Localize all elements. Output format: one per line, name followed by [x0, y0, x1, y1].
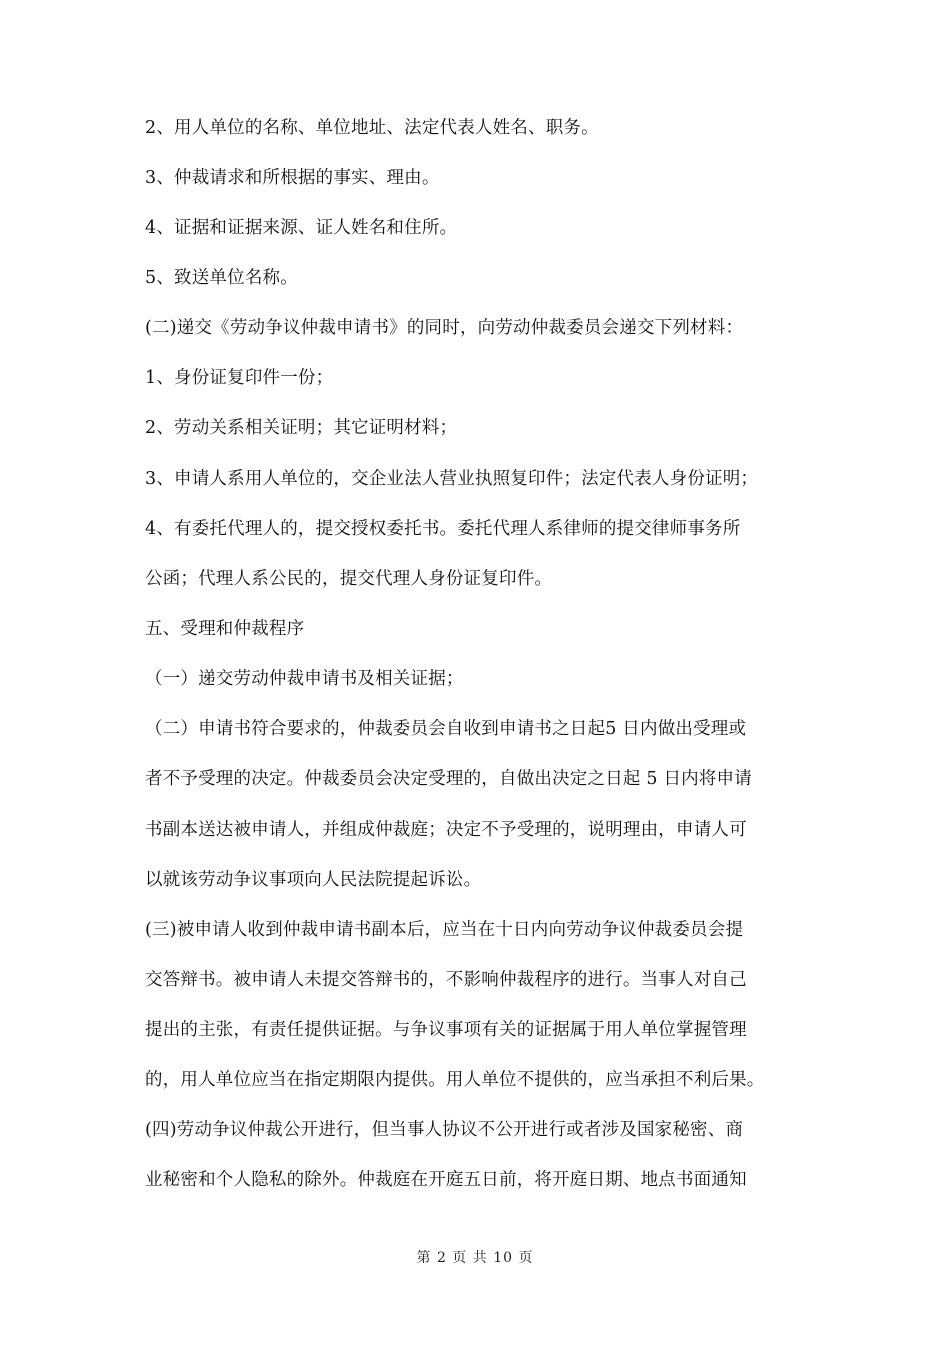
text-line: (二)递交《劳动争议仲裁申请书》的同时，向劳动仲裁委员会递交下列材料： — [145, 318, 744, 338]
text-line: 3、仲裁请求和所根据的事实、理由。 — [145, 168, 440, 188]
section-heading: 五、受理和仲裁程序 — [145, 619, 305, 639]
text-line: 以就该劳动争议事项向人民法院提起诉讼。 — [145, 870, 482, 890]
text-line: 者不予受理的决定。仲裁委员会决定受理的，自做出决定之日起 5 日内将申请 — [145, 769, 752, 789]
page-number-footer: 第 2 页 共 10 页 — [416, 1250, 534, 1266]
text-line: 1、身份证复印件一份； — [145, 368, 334, 388]
text-line: （一）递交劳动仲裁申请书及相关证据； — [145, 669, 464, 689]
text-line: 3、申请人系用人单位的，交企业法人营业执照复印件；法定代表人身份证明； — [145, 469, 759, 489]
text-line: (四)劳动争议仲裁公开进行，但当事人协议不公开进行或者涉及国家秘密、商 — [145, 1120, 744, 1140]
text-line: 书副本送达被申请人，并组成仲裁庭；决定不予受理的，说明理由，申请人可 — [145, 820, 747, 840]
text-line: 2、劳动关系相关证明；其它证明材料； — [145, 418, 458, 438]
text-line: 4、证据和证据来源、证人姓名和住所。 — [145, 218, 458, 238]
text-line: (三)被申请人收到仲裁申请书副本后，应当在十日内向劳动争议仲裁委员会提 — [145, 920, 744, 940]
text-line: 交答辩书。被申请人未提交答辩书的，不影响仲裁程序的进行。当事人对自己 — [145, 970, 747, 990]
text-line: 5、致送单位名称。 — [145, 268, 298, 288]
text-line: 4、有委托代理人的，提交授权委托书。委托代理人系律师的提交律师事务所 — [145, 519, 741, 539]
text-line: 公函；代理人系公民的，提交代理人身份证复印件。 — [145, 569, 553, 589]
text-line: 提出的主张，有责任提供证据。与争议事项有关的证据属于用人单位掌握管理 — [145, 1020, 747, 1040]
text-line: （二）申请书符合要求的，仲裁委员会自收到申请书之日起5 日内做出受理或 — [145, 719, 747, 739]
text-line: 业秘密和个人隐私的除外。仲裁庭在开庭五日前，将开庭日期、地点书面通知 — [145, 1170, 747, 1190]
text-line: 的，用人单位应当在指定期限内提供。用人单位不提供的，应当承担不利后果。 — [145, 1070, 765, 1090]
text-line: 2、用人单位的名称、单位地址、法定代表人姓名、职务。 — [145, 118, 599, 138]
